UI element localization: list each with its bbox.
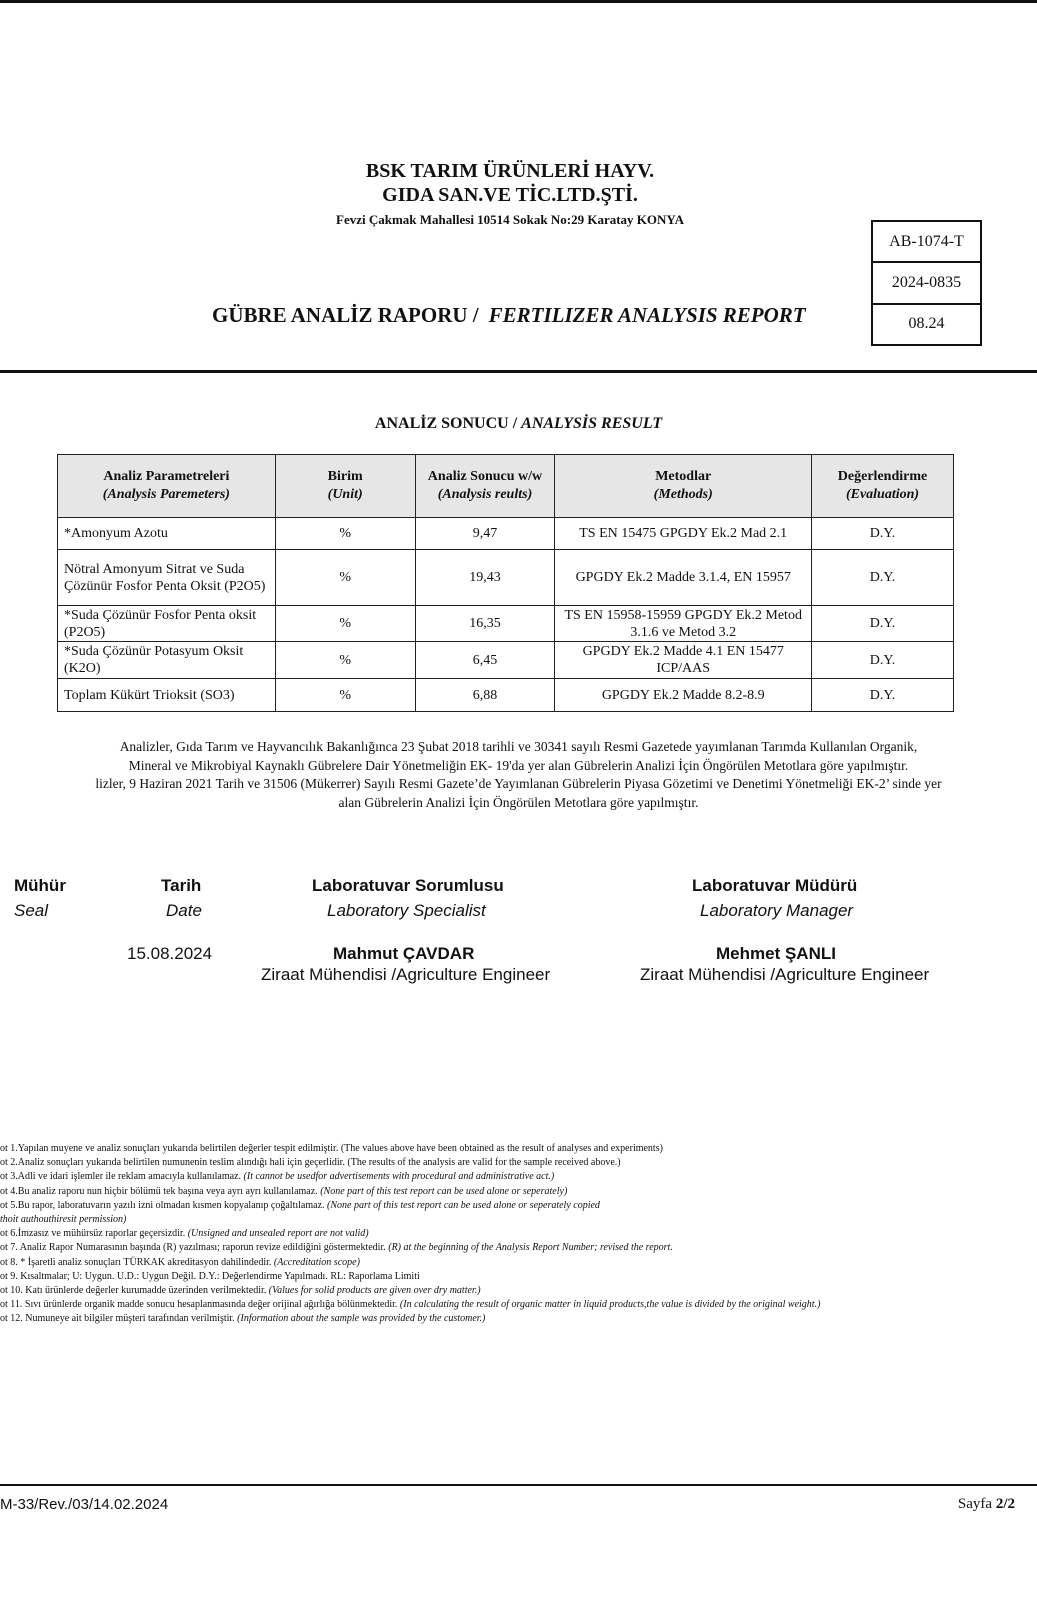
- lab-manager-label-en: Laboratory Manager: [700, 901, 854, 920]
- report-title: [212, 303, 806, 328]
- regulation-note-line: alan Gübrelerin Analizi İçin Öngörülen Metotlara göre yapılmıştır.: [338, 794, 699, 810]
- col-header-unit: Birim (Unit): [275, 455, 415, 518]
- col-header-result: Analiz Sonucu w/w (Analysis reults): [415, 455, 555, 518]
- param-cell: *Suda Çözünür Potasyum Oksit (K2O): [58, 642, 276, 679]
- seal-label-en: Seal: [14, 901, 49, 920]
- table-header-row: [58, 455, 954, 518]
- eval-cell: D.Y.: [812, 679, 954, 712]
- seal-label: Mühür: [14, 876, 66, 895]
- company-name-line2: GIDA SAN.VE TİC.LTD.ŞTİ.: [382, 184, 638, 206]
- footnote-line: ot 11. Sıvı ürünlerde organik madde sonucu hesaplanmasında değer orijinal ağırlığa bölünmektedir. (In calculating the result of organic matter in liquid products,the value is divided by the original weight.): [0, 1299, 821, 1311]
- eval-cell: D.Y.: [812, 606, 954, 642]
- report-code-box: [871, 220, 982, 346]
- analysis-title-tr: ANALİZ SONUCU /: [374, 415, 518, 432]
- footnote-line: ot 6.İmzasız ve mühürsüz raporlar geçersizdir. (Unsigned and unsealed report are not valid): [0, 1228, 369, 1240]
- param-cell: Nötral Amonyum Sitrat ve Suda Çözünür Fosfor Penta Oksit (P2O5): [58, 550, 276, 606]
- result-cell: 9,47: [415, 518, 555, 550]
- regulation-notes: [0, 738, 1037, 812]
- company-address: Fevzi Çakmak Mahallesi 10514 Sokak No:29 Karatay KONYA: [336, 212, 684, 227]
- footnote-line: ot 7. Analiz Rapor Numarasının başında (R) yazılması; raporun revize edildiğini göstermektedir. (R) at the beginning of the Analysis Report Number; revised the report.: [0, 1242, 673, 1254]
- company-name-line1: BSK TARIM ÜRÜNLERİ HAYV.: [365, 160, 655, 182]
- regulation-note-line: Analizler, Gıda Tarım ve Hayvancılık Bakanlığınca 23 Şubat 2018 tarihli ve 30341 sayılı Resmi Gazetede yayımlanan Tarımda Kullanılan Organik,: [119, 739, 918, 754]
- footnote-line: ot 9. Kısaltmalar; U: Uygun. U.D.: Uygun Değil. D.Y.: Değerlendirme Yapılmadı. RL: Raporlama Limiti: [0, 1270, 420, 1282]
- top-border: [0, 0, 1037, 3]
- lab-specialist-title: Ziraat Mühendisi /Agriculture Engineer: [261, 965, 551, 984]
- footnote-line: ot 8. * İşaretli analiz sonuçları TÜRKAK akreditasyon dahilindedir. (Accreditation scope): [0, 1256, 360, 1268]
- col-header-methods: Metodlar (Methods): [555, 455, 812, 518]
- footnote-line: ot 3.Adli ve idari işlemler ile reklam amacıyla kullanılamaz. (It cannot be usedfor advertisements with procedural and administrative act.): [0, 1171, 555, 1183]
- footnote-line: thoit authouthiresit permission): [0, 1214, 127, 1226]
- table-row: [58, 679, 954, 712]
- result-cell: 19,43: [415, 550, 555, 606]
- result-cell: 16,35: [415, 606, 555, 642]
- method-cell: GPGDY Ek.2 Madde 4.1 EN 15477 ICP/AAS: [555, 642, 812, 679]
- method-cell: GPGDY Ek.2 Madde 3.1.4, EN 15957: [555, 550, 812, 606]
- unit-cell: %: [275, 642, 415, 679]
- result-cell: 6,88: [415, 679, 555, 712]
- table-row: [58, 550, 954, 606]
- regulation-note-line: lizler, 9 Haziran 2021 Tarih ve 31506 (Mükerrer) Sayılı Resmi Gazete’de Yayımlanan Gübrelerin Piyasa Gözetimi ve Denetimi Yönetmeliği EK-2’ sinde yer: [95, 776, 942, 791]
- eval-cell: D.Y.: [812, 518, 954, 550]
- method-cell: GPGDY Ek.2 Madde 8.2-8.9: [555, 679, 812, 712]
- lab-manager-title: Ziraat Mühendisi /Agriculture Engineer: [640, 965, 930, 984]
- page-number: Sayfa 2/2: [957, 1496, 1015, 1512]
- date-label-en: Date: [166, 901, 202, 920]
- footnote-line: ot 2.Analiz sonuçları yukarıda belirtilen numunenin teslim alındığı hali için geçerlidir. (The results of the analysis are valid for the sample received above.): [0, 1157, 621, 1169]
- col-header-evaluation: Değerlendirme (Evaluation): [812, 455, 954, 518]
- lab-specialist-label-en: Laboratory Specialist: [327, 901, 486, 920]
- result-cell: 6,45: [415, 642, 555, 679]
- eval-cell: D.Y.: [812, 550, 954, 606]
- analysis-results-table: [57, 454, 954, 712]
- param-cell: Toplam Kükürt Trioksit (SO3): [58, 679, 276, 712]
- lab-manager-name: Mehmet ŞANLI: [716, 944, 836, 963]
- header-divider: [0, 370, 1037, 373]
- lab-specialist-name: Mahmut ÇAVDAR: [333, 944, 475, 963]
- form-code-cell: AB-1074-T: [873, 222, 980, 263]
- footnote-line: ot 1.Yapılan muyene ve analiz sonuçları yukarıda belirtilen değerler tespit edilmiştir. (The values above have been obtained as the result of analyses and experiments): [0, 1143, 663, 1154]
- footnote-line: ot 5.Bu rapor, laboratuvarın yazılı izni olmadan kısmen kopyalanıp çoğaltılamaz. (None part of this test report can be used alone or seperately copied: [0, 1199, 600, 1211]
- report-number-cell: 2024-0835: [873, 263, 980, 304]
- footer-divider: [0, 1484, 1037, 1486]
- unit-cell: %: [275, 606, 415, 642]
- footnote-line: ot 4.Bu analiz raporu nun hiçbir bölümü tek başına veya ayrı ayrı kullanılamaz. (None part of this test report can be used alone or seperately): [0, 1185, 568, 1197]
- report-title-tr: GÜBRE ANALİZ RAPORU /: [212, 303, 479, 327]
- col-header-parameters: Analiz Parametreleri (Analysis Paremeters): [58, 455, 276, 518]
- lab-specialist-label: Laboratuvar Sorumlusu: [312, 876, 504, 895]
- report-date: 15.08.2024: [127, 944, 213, 963]
- param-cell: *Amonyum Azotu: [58, 518, 276, 550]
- date-label: Tarih: [161, 876, 202, 895]
- unit-cell: %: [275, 518, 415, 550]
- param-cell: *Suda Çözünür Fosfor Penta oksit (P2O5): [58, 606, 276, 642]
- footnote-line: ot 12. Numuneye ait bilgiler müşteri tarafından verilmiştir. (Information about the sample was provided by the customer.): [0, 1313, 486, 1325]
- analysis-title-en: ANALYSİS RESULT: [521, 415, 663, 432]
- report-period-cell: 08.24: [908, 315, 945, 333]
- method-cell: TS EN 15958-15959 GPGDY Ek.2 Metod 3.1.6 ve Metod 3.2: [555, 606, 812, 642]
- regulation-note-line: Mineral ve Mikrobiyal Kaynaklı Gübrelere Dair Yönetmeliğin EK- 19'da yer alan Gübrelerin Analizi İçin Öngörülen Metotlara göre yapılmıştır.: [128, 757, 909, 773]
- table-row: [58, 518, 954, 550]
- lab-manager-label: Laboratuvar Müdürü: [692, 876, 858, 895]
- eval-cell: D.Y.: [812, 642, 954, 679]
- unit-cell: %: [275, 550, 415, 606]
- unit-cell: %: [275, 679, 415, 712]
- table-row: [58, 642, 954, 679]
- footnote-line: ot 10. Katı ürünlerde değerler kurumadde üzerinden verilmektedir. (Values for solid products are given over dry matter.): [0, 1285, 481, 1297]
- analysis-result-title: [0, 415, 1037, 433]
- form-revision-code: M-33/Rev./03/14.02.2024: [0, 1496, 169, 1513]
- footnotes: [0, 1142, 820, 1327]
- report-title-en: FERTILIZER ANALYSIS REPORT: [488, 303, 806, 327]
- method-cell: TS EN 15475 GPGDY Ek.2 Mad 2.1: [555, 518, 812, 550]
- table-row: [58, 606, 954, 642]
